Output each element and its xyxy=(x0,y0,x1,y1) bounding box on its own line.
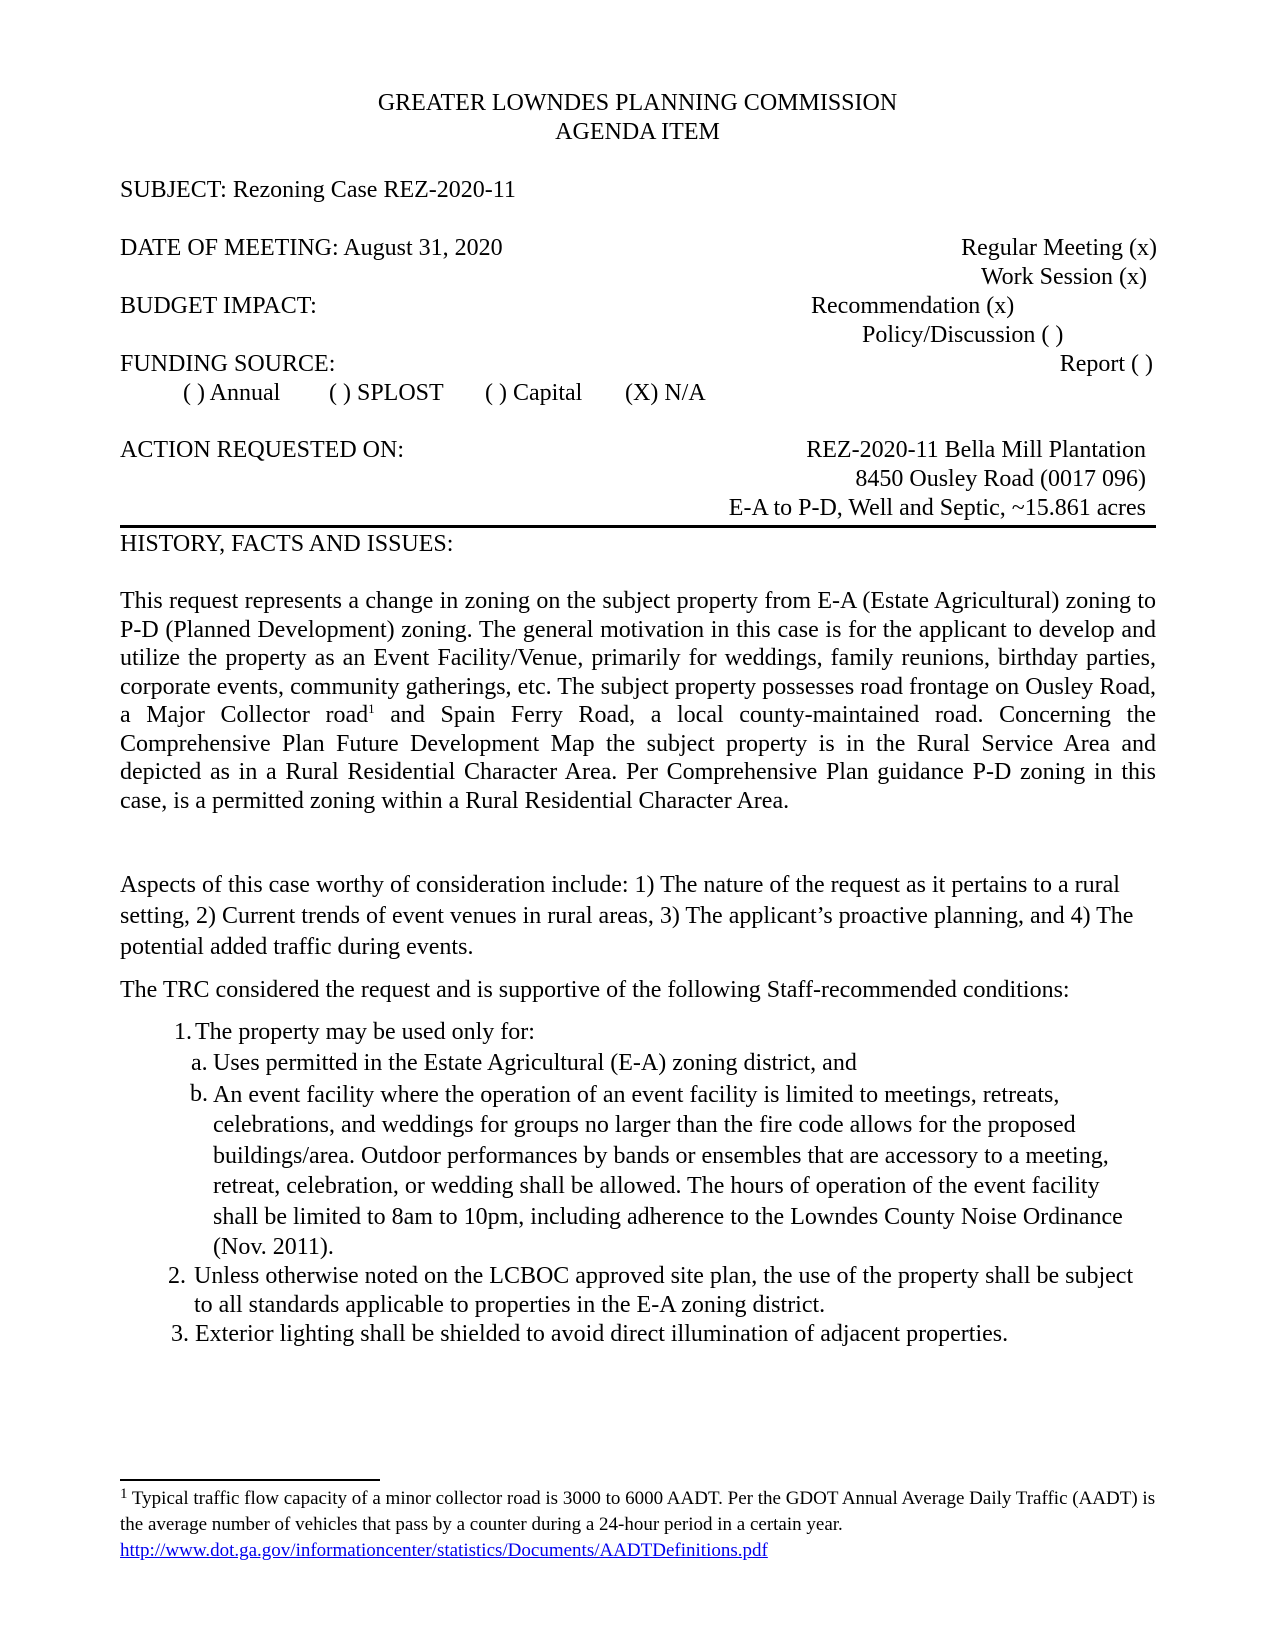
aspects-paragraph: Aspects of this case worthy of consideration include: 1) The nature of the request as it pertains to a rural setting, 2) Current trends of event venues in rural areas, 3) The applicant’s proactive planning, and 4) The potential added traffic during events. xyxy=(120,872,1134,960)
condition-3-number: 3. xyxy=(171,1321,189,1347)
org-title: GREATER LOWNDES PLANNING COMMISSION xyxy=(377,90,898,116)
history-paragraph xyxy=(120,587,1156,815)
action-detail-zoning: E-A to P-D, Well and Septic, ~15.861 acres xyxy=(728,495,1146,521)
meeting-type-regular: Regular Meeting (x) xyxy=(961,235,1157,261)
meeting-type-report: Report ( ) xyxy=(1059,351,1153,377)
condition-1a-text: Uses permitted in the Estate Agricultural (E-A) zoning district, and xyxy=(213,1050,857,1076)
action-detail-case: REZ-2020-11 Bella Mill Plantation xyxy=(806,437,1146,463)
condition-1b-number: b. xyxy=(190,1081,208,1107)
footnote-reference: 1 xyxy=(368,701,375,716)
condition-1-text: The property may be used only for: xyxy=(195,1019,535,1045)
subject-line: SUBJECT: Rezoning Case REZ-2020-11 xyxy=(120,177,516,203)
section-divider xyxy=(120,525,1156,528)
history-paragraph-part1: This request represents a change in zoning on the subject property from E-A (Estate Agricultural) zoning to P-D (Planned Development) zoning. The general motivation in this case is for the applicant to develop and utilize the property as an Event Facility/Venue, primarily for weddings, family reunions, birthday parties, corporate events, community gatherings, etc. The subject property possesses road frontage on Ousley Road, a Major Collector road xyxy=(120,588,1156,728)
history-heading: HISTORY, FACTS AND ISSUES: xyxy=(120,531,454,557)
agenda-item-title: AGENDA ITEM xyxy=(555,119,720,145)
meeting-type-recommendation: Recommendation (x) xyxy=(811,293,1015,319)
footnote xyxy=(120,1486,1180,1564)
trc-paragraph: The TRC considered the request and is supportive of the following Staff-recommended conditions: xyxy=(120,977,1070,1003)
footnote-text: Typical traffic flow capacity of a minor collector road is 3000 to 6000 AADT. Per the GDOT Annual Average Daily Traffic (AADT) is the average number of vehicles that pass by a counter during a 24-hour period in a certain year. xyxy=(120,1488,1156,1535)
budget-impact: BUDGET IMPACT: xyxy=(120,293,317,319)
funding-source: FUNDING SOURCE: xyxy=(120,351,336,377)
funding-option-capital: ( ) Capital xyxy=(485,380,583,406)
action-requested-on: ACTION REQUESTED ON: xyxy=(120,437,404,463)
condition-3-text: Exterior lighting shall be shielded to avoid direct illumination of adjacent properties. xyxy=(195,1321,1009,1347)
date-of-meeting: DATE OF MEETING: August 31, 2020 xyxy=(120,235,503,261)
condition-1b-text: An event facility where the operation of an event facility is limited to meetings, retreats, celebrations, and weddings for groups no larger than the fire code allows for the proposed buildings/area. Outdoor performances by bands or ensembles that are accessory to a meeting, retreat, celebration, or wedding shall be allowed. The hours of operation of the event facility shall be limited to 8am to 10pm, including adherence to the Lowndes County Noise Ordinance (Nov. 2011). xyxy=(213,1082,1123,1261)
funding-option-na: (X) N/A xyxy=(625,380,706,406)
action-detail-address: 8450 Ousley Road (0017 096) xyxy=(855,466,1146,492)
funding-option-annual: ( ) Annual xyxy=(183,380,281,406)
funding-option-splost: ( ) SPLOST xyxy=(329,380,444,406)
condition-2-number: 2. xyxy=(168,1263,186,1289)
condition-2-text: Unless otherwise noted on the LCBOC approved site plan, the use of the property shall be subject to all standards applicable to properties in the E-A zoning district. xyxy=(194,1263,1134,1318)
condition-1-number: 1. xyxy=(174,1019,192,1045)
meeting-type-work-session: Work Session (x) xyxy=(980,264,1147,290)
footnote-link[interactable]: http://www.dot.ga.gov/informationcenter/statistics/Documents/AADTDefinitions.pdf xyxy=(120,1540,768,1561)
footnote-separator xyxy=(120,1479,380,1481)
condition-1a-number: a. xyxy=(191,1050,208,1076)
footnote-marker: 1 xyxy=(120,1486,128,1502)
history-paragraph-part2: and Spain Ferry Road, a local county-maintained road. Concerning the Comprehensive Plan Future Development Map the subject property is in the Rural Service Area and depicted as in a Rural Residential Character Area. Per Comprehensive Plan guidance P-D zoning in this case, is a permitted zoning within a Rural Residential Character Area. xyxy=(120,702,1157,814)
meeting-type-policy-discussion: Policy/Discussion ( ) xyxy=(862,322,1064,348)
